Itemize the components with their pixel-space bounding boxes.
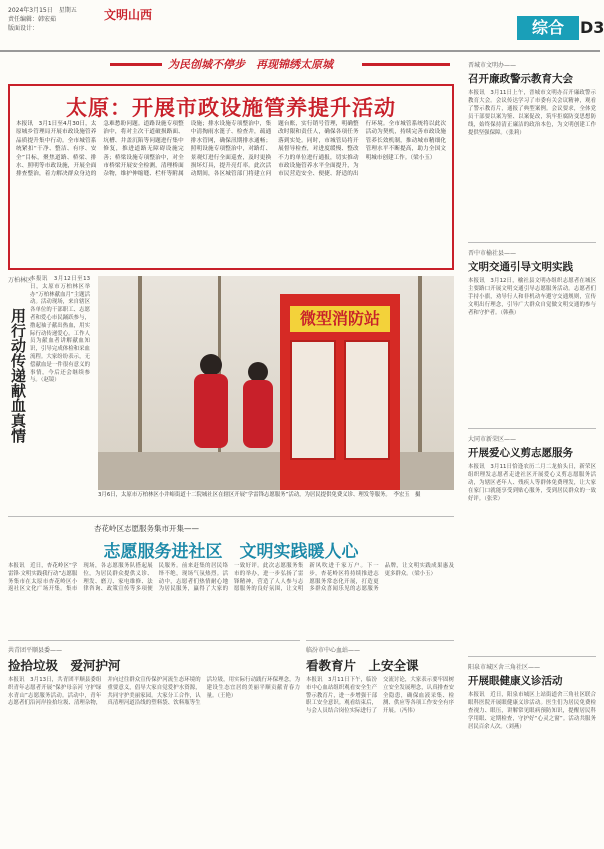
side-headline: 用行动传递献血真情	[9, 308, 27, 443]
slogan-stripe-left	[110, 63, 162, 66]
rail-story	[468, 662, 596, 848]
side-story	[8, 276, 90, 504]
news-photo	[98, 276, 454, 490]
rail-divider	[468, 428, 596, 429]
rail-kicker: 晋中市榆社县——	[468, 250, 517, 257]
child-head	[248, 362, 268, 382]
rail-story	[468, 248, 596, 418]
slogan-banner	[0, 52, 454, 76]
rail-headline: 开展眼健康义诊活动	[468, 675, 563, 687]
story4-body: 本报讯 3月11日下午，临汾市中心血站组织观看安全生产警示教育片，进一步增强干部职工安全意识。观看结束后，与会人员结合岗位实际进行了交流讨论，大家表示要牢固树立安全发展理念，认真排查安全隐患，确保血液采集、检测、供应等各项工作安全有序开展。（冯伟）	[306, 677, 454, 715]
slogan-stripe-right	[362, 63, 450, 66]
rail-body: 本报讯 3月12日，榆社县文明办组织志愿者在城区主要路口开展文明交通引导志愿服务活动。志愿者们手持小旗，劝导行人和非机动车遵守交通规则，宣传文明出行理念，引导广大群众自觉做文明交通的参与者和守护者。（韩燕）	[468, 278, 596, 316]
story4-kicker: 临汾市中心血站——	[306, 647, 361, 654]
rail-divider	[468, 656, 596, 657]
rail-headline: 召开廉政警示教育大会	[468, 73, 573, 85]
lead-body: 本报讯 3月1日至4月30日，太原城乡管理局开展市政设施管养品质提升集中行动。全市城管系统紧扣“干净、整洁、有序、安全”目标，聚焦道路、桥梁、排水、照明等市政设施，开展全面排查整治，着力解决群众身边的急难愁盼问题。道路设施专项整治中，将对主次干道破损路面、坑槽、井盖沉陷等问题进行集中修复，推进道路无障碍设施完善；桥梁设施专项整治中，对全市桥梁开展安全检测，清理桥面杂物，维护伸缩缝、栏杆等附属设施；排水设施专项整治中，集中清掏雨水篦子、检查井，疏通排水管网，确保汛期排水通畅；照明设施专项整治中，对路灯、景观灯进行全面巡查，及时更换损坏灯具，提升亮灯率。此次活动期间，各区城管部门将建立问题台账，实行销号管理，明确整改时限和责任人，确保各项任务落到实处。同时，市城管局将开展督导检查，对进度缓慢、整改不力的单位进行通报，切实推动市政设施管养水平全面提升，为市民营造安全、便捷、舒适的出行环境。全市城管系统将以此次活动为契机，持续完善市政设施管养长效机制，推动城市精细化管理水平不断提高，助力全国文明城市创建工作。（梁小玉）	[16, 121, 446, 178]
rail-kicker: 大同市新荣区——	[468, 436, 517, 443]
rail-body: 本报讯 近日，阳泉市城区上站街道舍三角社区联合眼科医院开展眼健康义诊活动。医生们为居民免费检查视力、眼压，讲解常见眼病预防知识，提醒居民科学用眼、定期检查，守护好“心灵之窗”。活动共服务居民百余人次。（刘燕）	[468, 692, 596, 730]
slogan-text: 为民创城不停步 再现锦绣太原城	[168, 58, 333, 71]
story-safety-class	[306, 640, 454, 780]
rail-story	[468, 60, 596, 230]
rail-headline: 开展爱心义剪志愿服务	[468, 447, 573, 459]
rail-body: 本报讯 3月11日上午，晋城市文明办召开廉政警示教育大会。会议传达学习了市委有关会议精神，观看了警示教育片，通报了典型案例。会议要求，全体党员干部要以案为鉴、以案促改，筑牢拒腐防变思想防线，始终保持清正廉洁的政治本色，为文明创建工作提供坚强保障。（张莉）	[468, 90, 596, 136]
rail-divider	[468, 242, 596, 243]
side-kicker: 万柏林区	[8, 277, 33, 284]
rail-kicker: 阳泉市城区舍三角社区——	[468, 664, 541, 671]
child-figure	[194, 374, 228, 448]
fire-cabinet	[280, 294, 400, 490]
cabinet-door-right	[344, 340, 390, 460]
cabinet-door-left	[290, 340, 336, 460]
rail-headline: 文明交通引导文明实践	[468, 261, 573, 273]
issue-designer: 版面设计：	[8, 25, 39, 32]
right-news-rail	[468, 46, 600, 849]
issue-meta	[8, 6, 77, 33]
story3-headline: 捡拾垃圾 爱河护河	[8, 658, 121, 673]
story2-headline: 志愿服务进社区 文明实践暖人心	[103, 542, 359, 562]
story3-kicker: 共青团平顺县委——	[8, 647, 63, 654]
story4-headline: 看教育片 上安全课	[306, 658, 419, 673]
side-body: 本报讯 3月12日至13日，太原市万柏林区举办“万柏林献血月”主题活动。活动现场，来自辖区各单位的干部职工、志愿者和爱心市民踊跃参与，撸起袖子献出热血，用实际行动传递爱心。工作人员为献血者讲解献血知识，引导完成体检和采血流程。大家纷纷表示，无偿献血是一件很有意义的事情，今后还会继续参与。（赵镜）	[30, 276, 90, 384]
rail-story	[468, 434, 596, 634]
issue-date: 2024年3月15日 星期五	[8, 7, 77, 14]
lead-headline: 太原：开展市政设施管养提升活动	[66, 96, 396, 120]
issue-editor: 责任编辑：韩宏茹	[8, 16, 57, 23]
photo-ground	[98, 452, 454, 490]
story-volunteer-market	[8, 516, 454, 636]
story2-body: 本报讯 近日，杏花岭区“学雷锋·文明实践我行动”志愿服务集市在太原市杏花岭区小返社区文化广场开集。集市现场，各志愿服务队搭起展位，为居民群众提供义诊、理发、磨刀、家电维修、法律咨询、政策宣传等多项便民服务。前来赶集的居民络绎不绝，现场气氛热烈。活动中，志愿者们热情耐心地为居民服务，赢得了大家的一致好评。此次志愿服务集市的举办，进一步弘扬了雷锋精神，营造了人人参与志愿服务的良好氛围，让文明新风吹进千家万户。下一步，杏花岭区将持续推进志愿服务常态化开展，打造更多群众喜闻乐见的志愿服务品牌，让文明实践成果惠及更多群众。（梁小玉）	[8, 563, 454, 593]
lead-story	[8, 84, 454, 270]
masthead	[0, 0, 604, 52]
story2-kicker: 杏花岭区志愿服务集市开集——	[94, 524, 199, 533]
photo-tree	[418, 276, 422, 456]
photo-caption: 3月6日，太原市万柏林区小井峪街道十二院城社区在辖区开展“学雷锋志愿服务”活动，为居民提供免费义诊、理发等服务。 李宏玉 摄	[98, 492, 421, 498]
child-head	[200, 354, 222, 376]
newspaper-logo: 文明山西	[104, 8, 153, 22]
story3-body: 本报讯 3月13日，共青团平顺县委组织青年志愿者开展“保护母亲河 守护绿水青山”志愿服务活动。活动中，青年志愿者们沿河岸捡拾垃圾、清理杂物，并向过往群众宣传保护河流生态环境的重要意义，倡导大家自觉爱护水资源，共同守护美丽家园。大家分工合作，认真清理河道沿线的塑料袋、饮料瓶等生活垃圾，用实际行动践行环保理念，为建设生态宜居的美丽平顺贡献青春力量。（王艳）	[8, 677, 300, 707]
page-number: D3	[580, 18, 604, 37]
child-figure	[243, 380, 273, 448]
section-badge: 综合	[517, 16, 579, 40]
photo-tree	[138, 276, 142, 456]
rail-body: 本报讯 3月11日恰逢农历二月二龙抬头日，新荣区组织理发志愿者走进社区开展爱心义剪志愿服务活动，为辖区老年人、残疾人等群体免费理发，让大家在家门口就能享受到贴心服务，受到居民群众的一致好评。（张荣）	[468, 464, 596, 502]
story-river-cleanup	[8, 640, 300, 780]
rail-kicker: 晋城市文明办——	[468, 62, 517, 69]
fire-station-sign: 微型消防站	[290, 306, 390, 332]
